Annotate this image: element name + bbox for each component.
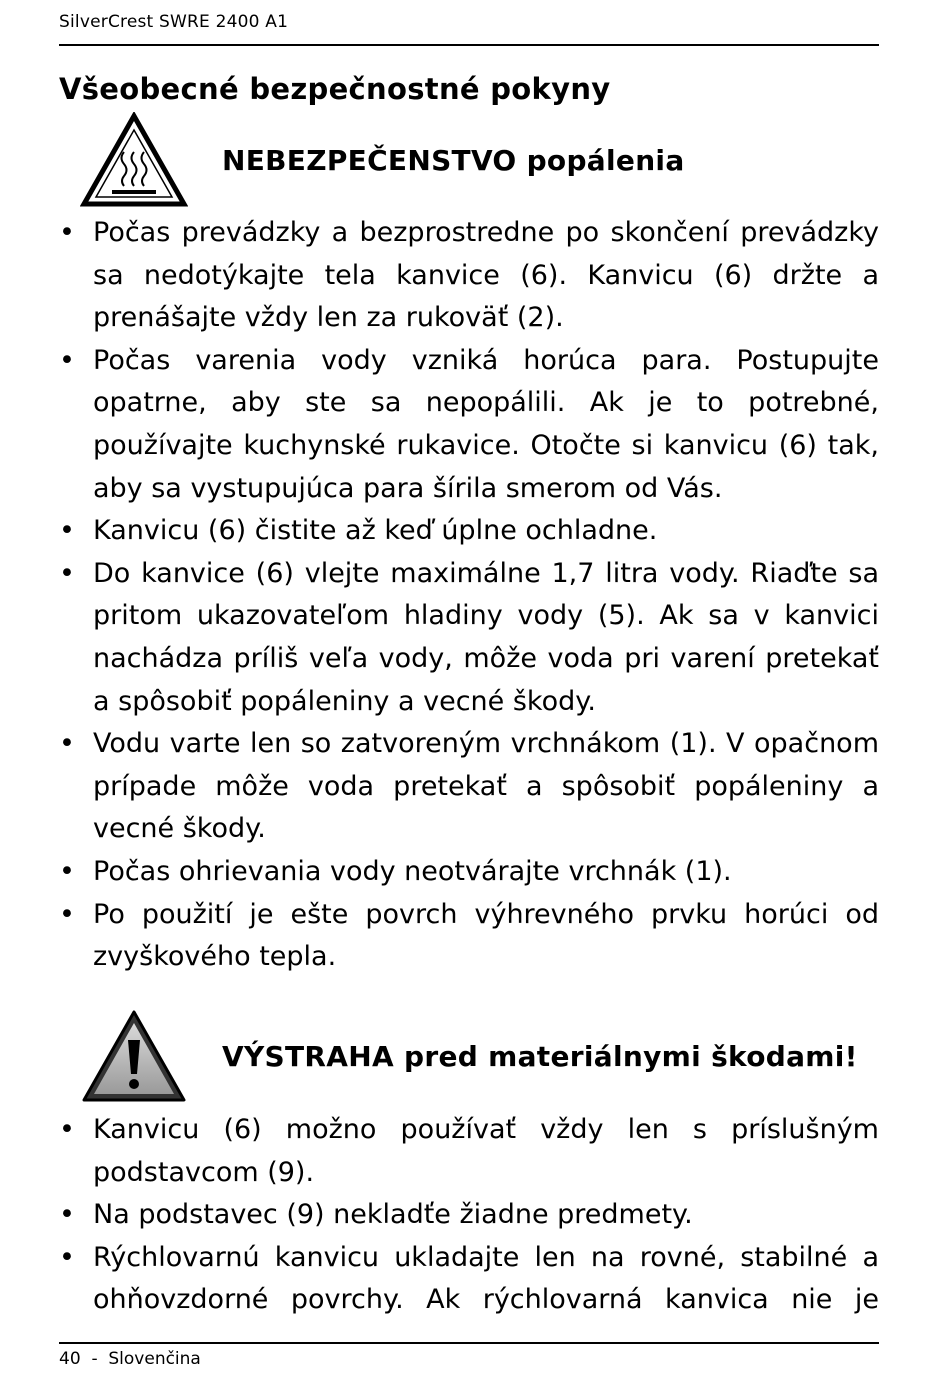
bullet: •: [59, 898, 75, 930]
bullet: •: [59, 855, 75, 887]
footer-rule: [59, 1342, 879, 1344]
danger-heading: NEBEZPEČENSTVO popálenia: [222, 144, 685, 177]
bullet: •: [59, 1114, 75, 1145]
list-item: • Počas prevádzky a bezprostredne po skončení prevádzky sa nedotýkajte tela kanvice (6). Kanvicu (6) držte a prenášajte vždy len za rukoväť (2).: [59, 212, 879, 340]
running-header: SilverCrest SWRE 2400 A1: [59, 12, 289, 32]
bullet: •: [59, 1199, 75, 1231]
header-rule: [59, 44, 879, 46]
list-item: • Kanvicu (6) čistite až keď úplne ochladne.: [59, 510, 879, 553]
exclamation-warning-icon: [80, 1008, 188, 1104]
list-item: • Po použití je ešte povrch výhrevného prvku horúci od zvyškového tepla.: [59, 894, 879, 979]
bullet: •: [59, 217, 75, 248]
section-title: Všeobecné bezpečnostné pokyny: [59, 72, 611, 106]
list-item: • Do kanvice (6) vlejte maximálne 1,7 litra vody. Riaďte sa pritom ukazovateľom hladiny vody (5). Ak sa v kanvici nachádza príliš veľa vody, môže voda pri varení pretekať a spôsobiť popáleniny a vecné škody.: [59, 553, 879, 723]
bullet: •: [59, 515, 75, 547]
list-item: • Na podstavec (9) nekladťe žiadne predmety.: [59, 1194, 879, 1237]
warning-heading: VÝSTRAHA pred materiálnymi škodami!: [222, 1040, 858, 1073]
bullet: •: [59, 557, 75, 589]
danger-list: [59, 212, 879, 979]
list-item: • Vodu varte len so zatvoreným vrchnákom (1). V opačnom prípade môže voda pretekať a spôsobiť popáleniny a vecné škody.: [59, 723, 879, 851]
page-footer: 40 - Slovenčina: [59, 1349, 201, 1369]
hot-surface-warning-icon: [80, 112, 188, 208]
bullet: •: [59, 344, 75, 376]
bullet: •: [59, 728, 75, 760]
warning-list: [59, 1109, 879, 1322]
list-item: • Rýchlovarnú kanvicu ukladajte len na rovné, stabilné a ohňovzdorné povrchy. Ak rýchlovarná kanvica nie je: [59, 1237, 879, 1322]
list-item: • Kanvicu (6) možno používať vždy len s príslušným podstavcom (9).: [59, 1109, 879, 1194]
list-item: • Počas varenia vody vzniká horúca para. Postupujte opatrne, aby ste sa nepopálili. Ak je to potrebné, používajte kuchynské rukavice. Otočte si kanvicu (6) tak, aby sa vystupujúca para šírila smerom od Vás.: [59, 340, 879, 510]
list-item: • Počas ohrievania vody neotvárajte vrchnák (1).: [59, 851, 879, 894]
bullet: •: [59, 1241, 75, 1273]
